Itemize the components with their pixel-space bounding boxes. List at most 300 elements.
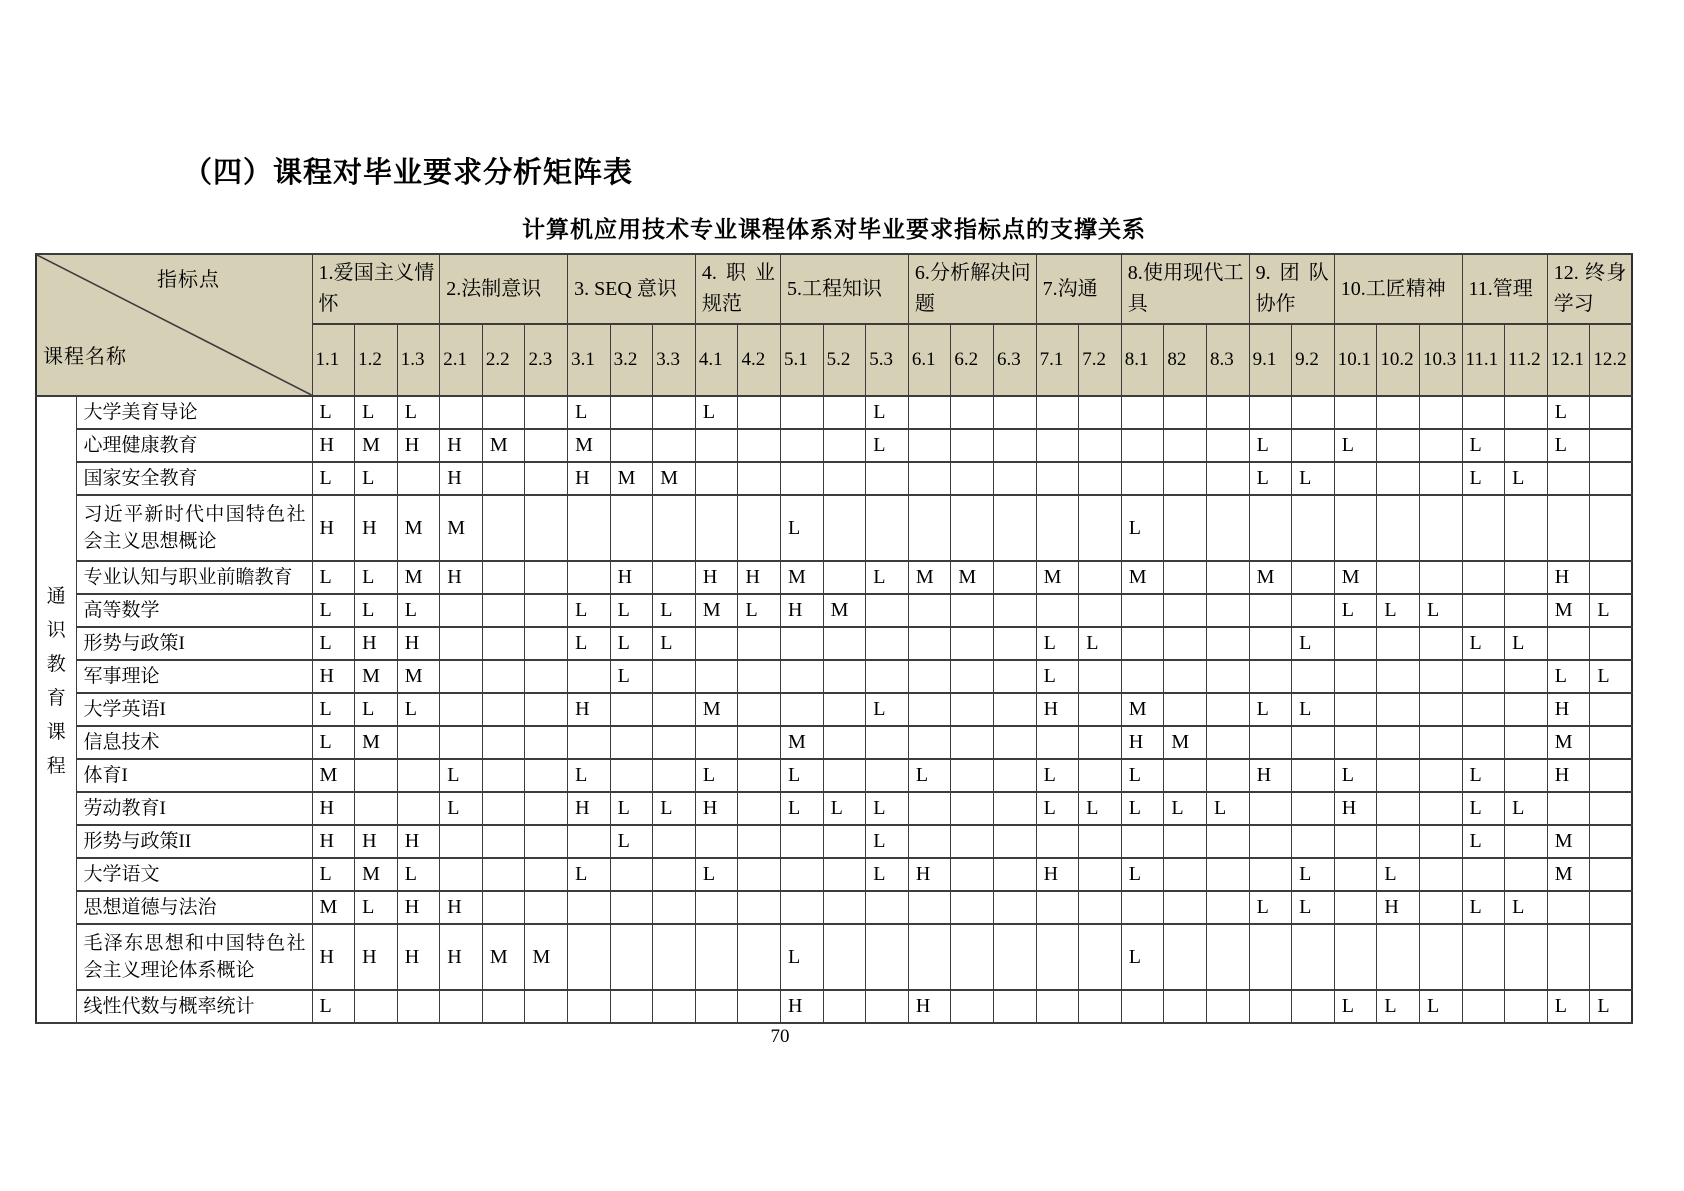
sub-header-cell: 2.2 <box>482 324 525 396</box>
matrix-cell <box>610 891 653 924</box>
matrix-cell: H <box>355 825 398 858</box>
matrix-cell <box>1292 561 1335 594</box>
matrix-cell <box>482 627 525 660</box>
sub-header-cell: 9.2 <box>1292 324 1335 396</box>
matrix-cell <box>866 924 909 990</box>
matrix-cell <box>1079 396 1122 429</box>
matrix-cell: H <box>397 627 440 660</box>
matrix-cell: H <box>695 561 738 594</box>
matrix-cell <box>1334 495 1377 561</box>
matrix-cell <box>994 660 1037 693</box>
matrix-cell: H <box>781 990 824 1023</box>
matrix-cell <box>738 891 781 924</box>
course-name-cell: 劳动教育I <box>76 792 312 825</box>
matrix-cell <box>823 561 866 594</box>
matrix-cell <box>994 693 1037 726</box>
matrix-cell: H <box>440 891 483 924</box>
matrix-cell <box>1292 660 1335 693</box>
matrix-cell: L <box>355 891 398 924</box>
matrix-cell <box>653 693 696 726</box>
matrix-cell <box>1121 891 1164 924</box>
page-title: （四）课程对毕业要求分析矩阵表 <box>183 157 634 189</box>
matrix-cell <box>440 726 483 759</box>
matrix-cell: L <box>1547 660 1590 693</box>
matrix-cell <box>482 561 525 594</box>
matrix-cell <box>738 924 781 990</box>
matrix-cell: H <box>738 561 781 594</box>
matrix-cell: L <box>1505 891 1548 924</box>
matrix-cell <box>823 858 866 891</box>
matrix-cell <box>738 462 781 495</box>
matrix-cell <box>1377 429 1420 462</box>
matrix-cell <box>951 429 994 462</box>
matrix-cell <box>1590 792 1633 825</box>
matrix-cell: M <box>1547 594 1590 627</box>
matrix-cell <box>866 495 909 561</box>
matrix-cell <box>823 825 866 858</box>
matrix-cell <box>525 825 568 858</box>
sub-header-cell: 10.2 <box>1377 324 1420 396</box>
matrix-cell <box>994 396 1037 429</box>
matrix-cell <box>1419 759 1462 792</box>
matrix-cell <box>738 693 781 726</box>
matrix-cell <box>1419 693 1462 726</box>
matrix-cell <box>1079 429 1122 462</box>
matrix-cell <box>994 561 1037 594</box>
matrix-cell <box>440 990 483 1023</box>
matrix-cell <box>1505 990 1548 1023</box>
matrix-cell: H <box>1036 858 1079 891</box>
matrix-cell <box>1505 858 1548 891</box>
matrix-cell: L <box>1419 990 1462 1023</box>
matrix-cell <box>1036 462 1079 495</box>
corner-label-course-name: 课程名称 <box>43 346 127 368</box>
matrix-cell <box>1334 924 1377 990</box>
matrix-cell <box>1079 693 1122 726</box>
matrix-cell: M <box>1036 561 1079 594</box>
matrix-cell <box>994 924 1037 990</box>
matrix-cell <box>1462 594 1505 627</box>
matrix-cell <box>1079 990 1122 1023</box>
matrix-cell <box>1249 594 1292 627</box>
matrix-cell: L <box>355 396 398 429</box>
matrix-cell <box>951 825 994 858</box>
matrix-cell: H <box>312 792 355 825</box>
matrix-cell <box>1121 990 1164 1023</box>
sub-header-cell: 6.1 <box>908 324 951 396</box>
matrix-cell <box>823 693 866 726</box>
matrix-cell <box>781 693 824 726</box>
matrix-cell: L <box>312 594 355 627</box>
course-name-cell: 心理健康教育 <box>76 429 312 462</box>
sub-header-cell: 1.3 <box>397 324 440 396</box>
matrix-cell <box>994 759 1037 792</box>
matrix-cell <box>1419 825 1462 858</box>
table-row <box>36 825 1632 858</box>
matrix-cell <box>1164 660 1207 693</box>
matrix-cell <box>1036 990 1079 1023</box>
matrix-cell <box>1206 462 1249 495</box>
matrix-cell <box>1079 462 1122 495</box>
matrix-cell <box>568 660 611 693</box>
matrix-cell <box>1419 924 1462 990</box>
matrix-cell <box>908 495 951 561</box>
matrix-cell <box>482 858 525 891</box>
matrix-cell: L <box>738 594 781 627</box>
matrix-cell <box>1462 924 1505 990</box>
matrix-cell <box>1036 429 1079 462</box>
matrix-cell: L <box>1505 792 1548 825</box>
matrix-cell <box>1164 462 1207 495</box>
matrix-cell: L <box>312 726 355 759</box>
matrix-cell: L <box>781 759 824 792</box>
matrix-cell <box>525 495 568 561</box>
table-row <box>36 693 1632 726</box>
matrix-cell <box>1462 396 1505 429</box>
matrix-cell <box>994 462 1037 495</box>
matrix-cell <box>440 858 483 891</box>
table-row <box>36 726 1632 759</box>
matrix-cell <box>1462 858 1505 891</box>
matrix-cell: H <box>355 495 398 561</box>
matrix-cell: M <box>397 561 440 594</box>
matrix-cell: L <box>610 660 653 693</box>
matrix-cell <box>951 462 994 495</box>
matrix-cell: L <box>610 594 653 627</box>
matrix-cell <box>1249 990 1292 1023</box>
matrix-cell <box>738 627 781 660</box>
sub-header-cell: 8.3 <box>1206 324 1249 396</box>
matrix-cell: L <box>695 759 738 792</box>
matrix-cell <box>1121 462 1164 495</box>
matrix-cell <box>440 660 483 693</box>
matrix-cell <box>1249 858 1292 891</box>
matrix-cell <box>1079 759 1122 792</box>
matrix-cell <box>1206 660 1249 693</box>
matrix-cell: L <box>695 858 738 891</box>
matrix-cell: M <box>482 429 525 462</box>
matrix-cell <box>1419 627 1462 660</box>
matrix-cell: M <box>397 660 440 693</box>
matrix-cell <box>1121 627 1164 660</box>
matrix-cell: H <box>1121 726 1164 759</box>
matrix-cell <box>1292 429 1335 462</box>
matrix-cell <box>738 726 781 759</box>
matrix-cell <box>653 561 696 594</box>
matrix-cell <box>568 561 611 594</box>
matrix-cell <box>653 825 696 858</box>
page-number: 70 <box>770 1026 790 1047</box>
matrix-cell: L <box>610 825 653 858</box>
matrix-cell <box>1249 924 1292 990</box>
matrix-cell <box>951 594 994 627</box>
matrix-cell: H <box>355 924 398 990</box>
table-row <box>36 891 1632 924</box>
matrix-cell: L <box>866 825 909 858</box>
matrix-cell <box>866 726 909 759</box>
matrix-cell: M <box>482 924 525 990</box>
matrix-cell <box>525 990 568 1023</box>
matrix-cell <box>1419 726 1462 759</box>
matrix-cell <box>823 396 866 429</box>
matrix-cell <box>1164 627 1207 660</box>
matrix-cell <box>823 726 866 759</box>
matrix-cell: L <box>1334 594 1377 627</box>
matrix-cell: M <box>823 594 866 627</box>
matrix-cell <box>781 396 824 429</box>
matrix-cell: L <box>397 594 440 627</box>
matrix-cell <box>823 759 866 792</box>
matrix-cell <box>1547 792 1590 825</box>
matrix-cell: L <box>1249 462 1292 495</box>
matrix-cell <box>440 825 483 858</box>
matrix-cell: L <box>1505 462 1548 495</box>
matrix-cell <box>1590 759 1633 792</box>
matrix-cell <box>1377 924 1420 990</box>
matrix-cell <box>1164 429 1207 462</box>
sub-header-cell: 2.1 <box>440 324 483 396</box>
matrix-cell <box>866 759 909 792</box>
matrix-cell <box>994 429 1037 462</box>
matrix-cell <box>568 726 611 759</box>
matrix-cell <box>695 462 738 495</box>
matrix-cell: L <box>653 627 696 660</box>
group-header-cell: 4.职业规范 <box>695 254 780 324</box>
matrix-cell <box>1164 759 1207 792</box>
sub-header-cell: 5.3 <box>866 324 909 396</box>
matrix-cell <box>525 429 568 462</box>
matrix-cell <box>1079 924 1122 990</box>
matrix-cell <box>1206 495 1249 561</box>
sub-header-cell: 5.2 <box>823 324 866 396</box>
matrix-cell: H <box>440 429 483 462</box>
matrix-cell <box>1292 825 1335 858</box>
matrix-cell <box>951 495 994 561</box>
matrix-cell: L <box>312 990 355 1023</box>
matrix-cell: M <box>355 429 398 462</box>
matrix-cell: L <box>1377 990 1420 1023</box>
matrix-cell: L <box>1590 660 1633 693</box>
sub-header-cell: 12.1 <box>1547 324 1590 396</box>
matrix-cell <box>738 660 781 693</box>
matrix-cell <box>1377 825 1420 858</box>
matrix-cell: H <box>397 825 440 858</box>
matrix-cell <box>781 660 824 693</box>
sub-header-cell: 10.3 <box>1419 324 1462 396</box>
matrix-cell <box>653 495 696 561</box>
matrix-cell <box>1377 495 1420 561</box>
matrix-cell: L <box>568 594 611 627</box>
matrix-cell: L <box>1419 594 1462 627</box>
matrix-cell: H <box>312 825 355 858</box>
matrix-cell <box>1590 429 1633 462</box>
matrix-cell: L <box>1292 891 1335 924</box>
matrix-cell <box>781 462 824 495</box>
matrix-cell <box>482 825 525 858</box>
group-header-cell: 2.法制意识 <box>440 254 568 324</box>
course-name-cell: 体育I <box>76 759 312 792</box>
matrix-cell: L <box>1249 891 1292 924</box>
matrix-cell <box>908 726 951 759</box>
matrix-cell <box>1164 825 1207 858</box>
matrix-cell: L <box>1590 990 1633 1023</box>
matrix-cell: L <box>781 924 824 990</box>
matrix-cell: H <box>397 924 440 990</box>
matrix-cell: H <box>440 924 483 990</box>
matrix-cell <box>908 660 951 693</box>
matrix-cell <box>1164 891 1207 924</box>
matrix-cell <box>397 726 440 759</box>
sub-header-cell: 4.1 <box>695 324 738 396</box>
matrix-cell <box>1249 627 1292 660</box>
matrix-cell <box>866 891 909 924</box>
matrix-cell: M <box>1121 693 1164 726</box>
course-requirement-matrix <box>35 253 1633 1024</box>
matrix-cell <box>1249 396 1292 429</box>
matrix-cell: L <box>1121 924 1164 990</box>
matrix-cell <box>1249 792 1292 825</box>
matrix-cell <box>653 660 696 693</box>
matrix-cell <box>1505 726 1548 759</box>
matrix-cell: H <box>568 693 611 726</box>
matrix-cell <box>610 495 653 561</box>
matrix-cell <box>1377 759 1420 792</box>
matrix-cell: L <box>355 462 398 495</box>
sub-header-cell: 3.1 <box>568 324 611 396</box>
matrix-cell <box>1079 726 1122 759</box>
matrix-cell <box>695 825 738 858</box>
table-row <box>36 396 1632 429</box>
matrix-cell <box>866 462 909 495</box>
matrix-cell: H <box>695 792 738 825</box>
matrix-cell: L <box>1249 693 1292 726</box>
matrix-cell <box>1036 825 1079 858</box>
matrix-cell: H <box>781 594 824 627</box>
matrix-cell: L <box>653 792 696 825</box>
sub-header-cell: 2.3 <box>525 324 568 396</box>
group-header-cell: 11.管理 <box>1462 254 1547 324</box>
matrix-cell <box>908 825 951 858</box>
matrix-cell <box>1419 891 1462 924</box>
matrix-cell: H <box>908 990 951 1023</box>
matrix-cell <box>1206 891 1249 924</box>
course-name-cell: 线性代数与概率统计 <box>76 990 312 1023</box>
matrix-cell: H <box>440 462 483 495</box>
matrix-cell <box>525 660 568 693</box>
matrix-cell <box>1206 561 1249 594</box>
matrix-cell: L <box>1590 594 1633 627</box>
matrix-cell <box>653 726 696 759</box>
matrix-cell <box>695 660 738 693</box>
course-name-cell: 专业认知与职业前瞻教育 <box>76 561 312 594</box>
matrix-cell: M <box>695 693 738 726</box>
course-name-cell: 大学英语I <box>76 693 312 726</box>
matrix-cell <box>994 825 1037 858</box>
corner-label-indicator: 指标点 <box>157 269 220 291</box>
matrix-cell <box>397 792 440 825</box>
matrix-cell: L <box>866 429 909 462</box>
matrix-cell <box>1206 759 1249 792</box>
matrix-cell <box>525 891 568 924</box>
matrix-cell <box>695 495 738 561</box>
course-name-cell: 形势与政策I <box>76 627 312 660</box>
matrix-cell: M <box>781 561 824 594</box>
table-row <box>36 462 1632 495</box>
matrix-cell <box>1505 429 1548 462</box>
table-row <box>36 594 1632 627</box>
matrix-cell <box>1505 924 1548 990</box>
matrix-cell: H <box>568 792 611 825</box>
matrix-cell <box>908 693 951 726</box>
matrix-cell <box>1121 660 1164 693</box>
matrix-cell: L <box>1334 429 1377 462</box>
matrix-cell <box>1079 825 1122 858</box>
sub-header-cell: 7.2 <box>1079 324 1122 396</box>
course-name-cell: 信息技术 <box>76 726 312 759</box>
matrix-cell <box>908 594 951 627</box>
table-row <box>36 495 1632 561</box>
matrix-cell: L <box>1036 660 1079 693</box>
group-header-cell: 8.使用现代工具 <box>1121 254 1249 324</box>
matrix-cell <box>1505 759 1548 792</box>
matrix-cell: M <box>1547 825 1590 858</box>
matrix-cell <box>695 891 738 924</box>
matrix-cell: L <box>1462 627 1505 660</box>
matrix-cell <box>1590 462 1633 495</box>
matrix-cell <box>440 693 483 726</box>
matrix-cell: H <box>1547 693 1590 726</box>
matrix-cell <box>568 825 611 858</box>
matrix-cell <box>1164 990 1207 1023</box>
table-row <box>36 792 1632 825</box>
matrix-cell <box>1334 660 1377 693</box>
matrix-cell <box>653 990 696 1023</box>
matrix-cell <box>908 891 951 924</box>
matrix-cell <box>951 891 994 924</box>
matrix-cell: L <box>1547 990 1590 1023</box>
matrix-cell <box>1036 396 1079 429</box>
matrix-cell: M <box>1334 561 1377 594</box>
matrix-cell: H <box>1377 891 1420 924</box>
matrix-cell <box>738 792 781 825</box>
matrix-cell: L <box>1079 792 1122 825</box>
corner-cell <box>36 254 312 396</box>
matrix-cell <box>610 759 653 792</box>
matrix-cell: M <box>355 858 398 891</box>
matrix-cell <box>738 759 781 792</box>
matrix-cell: L <box>610 792 653 825</box>
matrix-cell <box>1590 693 1633 726</box>
matrix-cell <box>610 396 653 429</box>
matrix-cell: M <box>1249 561 1292 594</box>
matrix-cell: L <box>355 594 398 627</box>
sub-header-cell: 7.1 <box>1036 324 1079 396</box>
matrix-cell <box>695 924 738 990</box>
matrix-cell <box>1121 429 1164 462</box>
matrix-cell <box>653 429 696 462</box>
course-name-cell: 大学美育导论 <box>76 396 312 429</box>
matrix-cell <box>1419 429 1462 462</box>
matrix-cell <box>951 990 994 1023</box>
matrix-cell: H <box>312 924 355 990</box>
matrix-cell <box>823 660 866 693</box>
matrix-cell <box>738 495 781 561</box>
matrix-cell <box>695 627 738 660</box>
matrix-cell <box>951 792 994 825</box>
matrix-cell <box>1334 858 1377 891</box>
matrix-cell <box>1164 858 1207 891</box>
matrix-cell <box>951 660 994 693</box>
